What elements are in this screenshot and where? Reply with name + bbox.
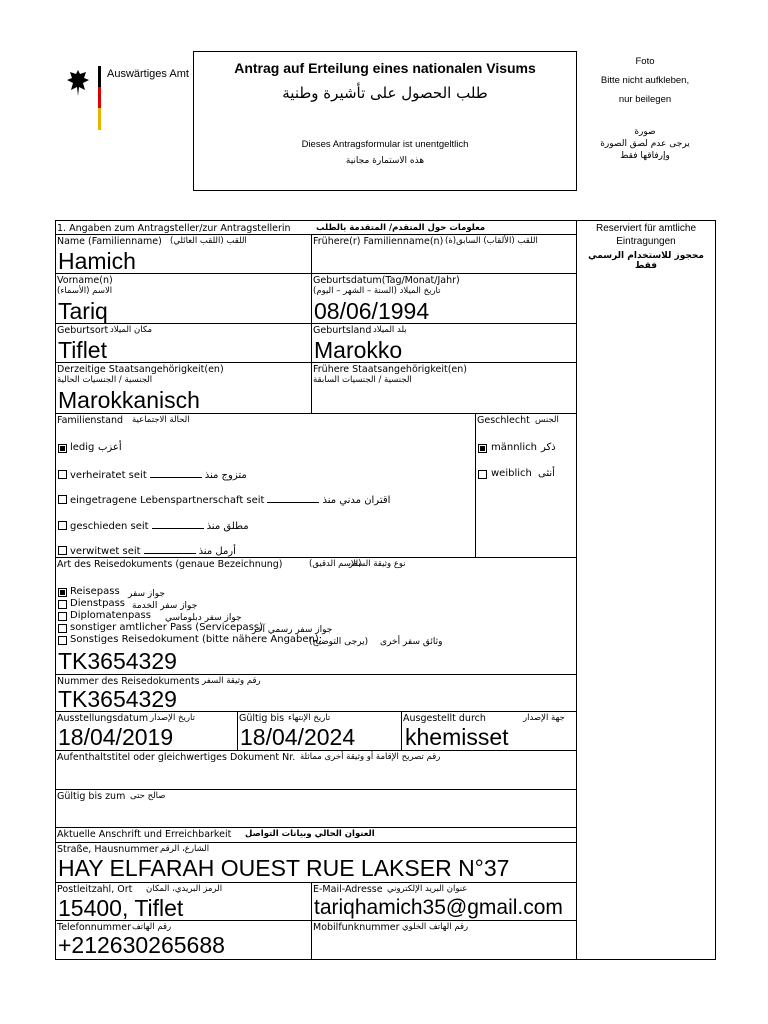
sonstiges-label-arabic-2: وثائق سفر أخرى xyxy=(380,637,443,647)
former-surname-label: Frühere(r) Familienname(n) xyxy=(313,236,444,247)
residence-valid-label: Gültig bis zum xyxy=(57,791,126,802)
verheiratet-checkbox[interactable] xyxy=(58,470,67,479)
postal-value[interactable]: 15400, Tiflet xyxy=(58,895,184,921)
partnerschaft-text-arabic: اقتران مدني منذ xyxy=(322,495,391,506)
logo-color-bar xyxy=(98,66,101,130)
verwitwet-date-field[interactable] xyxy=(144,544,196,554)
birthcountry-label-arabic: بلد الميلاد xyxy=(373,325,407,335)
issued-by-label: Ausgestellt durch xyxy=(403,713,486,724)
residence-title-label-arabic: رقم تصريح الإقامة أو وثيقة أخرى مماثلة xyxy=(300,752,441,762)
birthdate-label: Geburtsdatum(Tag/Monat/Jahr) xyxy=(313,275,460,286)
street-value[interactable]: HAY ELFARAH OUEST RUE LAKSER N°37 xyxy=(58,855,510,881)
surname-value[interactable]: Hamich xyxy=(58,248,136,274)
birthplace-value[interactable]: Tiflet xyxy=(58,337,107,363)
phone-label-arabic: رقم الهاتف xyxy=(132,922,172,932)
former-nationality-label: Frühere Staatsangehörigkeit(en) xyxy=(313,364,467,375)
photo-ar-1: صورة xyxy=(634,127,656,137)
geschieden-checkbox[interactable] xyxy=(58,521,67,530)
civil-status-label-arabic: الحالة الاجتماعية xyxy=(132,415,190,425)
postal-label-arabic: الرمز البريدي، المكان xyxy=(146,884,223,894)
address-section-title: Aktuelle Anschrift und Erreichbarkeit xyxy=(57,829,232,840)
form-title: Antrag auf Erteilung eines nationalen Visums xyxy=(234,60,536,76)
email-label: E-Mail-Adresse xyxy=(313,884,383,895)
doc-type-value[interactable]: TK3654329 xyxy=(58,648,177,674)
gender-label: Geschlecht xyxy=(477,415,530,426)
doc-number-label: Nummer des Reisedokuments xyxy=(57,676,200,687)
weiblich-checkbox[interactable] xyxy=(478,470,487,479)
email-value[interactable]: tariqhamich35@gmail.com xyxy=(314,896,563,919)
sonstiges-label: Sonstiges Reisedokument (bitte nähere Angaben): xyxy=(70,634,323,645)
partnerschaft-text: eingetragene Lebenspartnerschaft seit xyxy=(70,495,265,506)
reisepass-label-arabic: جواز سفر xyxy=(128,589,165,599)
photo-label: Foto xyxy=(635,56,655,67)
partnerschaft-label xyxy=(70,493,390,507)
photo-note-2: nur beilegen xyxy=(618,94,672,105)
doc-number-value[interactable]: TK3654329 xyxy=(58,686,177,712)
section-1-title-arabic: معلومات حول المتقدم/ المتقدمة بالطلب xyxy=(316,223,486,233)
ledig-label-arabic: أعزب xyxy=(98,442,122,453)
reisepass-checkbox[interactable] xyxy=(58,588,67,597)
mobile-label: Mobilfunknummer xyxy=(313,922,400,933)
firstname-label: Vorname(n) xyxy=(57,275,113,286)
doc-type-label: Art des Reisedokuments (genaue Bezeichnung) xyxy=(57,559,283,570)
partnerschaft-checkbox[interactable] xyxy=(58,495,67,504)
verwitwet-label xyxy=(70,544,236,558)
street-label: Straße, Hausnummer xyxy=(57,844,159,855)
postal-label: Postleitzahl, Ort xyxy=(57,884,133,895)
free-notice-arabic: هذه الاستمارة مجانية xyxy=(345,156,425,166)
doc-type-label-arabic-1: (الاسم الدقيق) xyxy=(309,559,362,569)
residence-valid-label-arabic: صالح حتى xyxy=(130,791,166,801)
phone-label: Telefonnummer xyxy=(57,922,131,933)
weiblich-label-arabic: أنثى xyxy=(538,468,555,479)
reserved-label-arabic: محجوز للاستخدام الرسمي فقط xyxy=(588,251,704,271)
ministry-name: Auswärtiges Amt xyxy=(107,68,189,80)
valid-until-label: Gültig bis xyxy=(239,713,285,724)
nationality-label: Derzeitige Staatsangehörigkeit(en) xyxy=(57,364,224,375)
sonstiges-label-arabic: (يرجى التوضيح) xyxy=(309,637,369,647)
federal-eagle-logo xyxy=(66,68,90,98)
gender-label-arabic: الجنس xyxy=(535,415,559,425)
firstname-label-arabic: الاسم (الأسماء) xyxy=(57,286,113,296)
photo-ar-3: وإرفاقها فقط xyxy=(620,151,670,161)
maennlich-label-arabic: ذكر xyxy=(541,442,556,453)
birthdate-label-arabic: تاريخ الميلاد (السنة – الشهر – اليوم) xyxy=(313,286,441,296)
street-label-arabic: الشارع، الرقم xyxy=(160,844,210,854)
birthcountry-label: Geburtsland xyxy=(313,325,372,336)
geschieden-text: geschieden seit xyxy=(70,521,149,532)
birthplace-label: Geburtsort xyxy=(57,325,109,336)
doc-type-label-arabic-2: نوع وثيقة السفر xyxy=(349,559,406,569)
nationality-value[interactable]: Marokkanisch xyxy=(58,387,200,413)
dienstpass-label: Dienstpass xyxy=(70,598,125,609)
photo-note-1: Bitte nicht aufkleben, xyxy=(600,75,690,86)
issue-date-value[interactable]: 18/04/2019 xyxy=(58,724,174,750)
ledig-label: ledig xyxy=(70,442,95,453)
ledig-checkbox[interactable] xyxy=(58,444,67,453)
maennlich-checkbox[interactable] xyxy=(478,444,487,453)
reisepass-label: Reisepass xyxy=(70,586,120,597)
reserved-label: Reserviert für amtliche Eintragungen xyxy=(595,223,697,247)
servicepass-label-arabic: جواز سفر رسمي آخر xyxy=(252,625,333,635)
address-section-title-arabic: العنوان الحالي وبيانات التواصل xyxy=(245,829,375,839)
valid-until-label-arabic: تاريخ الإنتهاء xyxy=(288,713,331,723)
former-nationality-label-arabic: الجنسية / الجنسيات السابقة xyxy=(313,375,412,385)
nationality-label-arabic: الجنسية / الجنسيات الحالية xyxy=(57,375,153,385)
free-notice: Dieses Antragsformular ist unentgeltlich xyxy=(301,139,469,150)
former-surname-label-arabic: اللقب (الألقاب) السابق(ة) xyxy=(445,236,538,246)
partnerschaft-date-field[interactable] xyxy=(267,493,319,503)
dienstpass-checkbox[interactable] xyxy=(58,600,67,609)
servicepass-checkbox[interactable] xyxy=(58,624,67,633)
section-1-title: 1. Angaben zum Antragsteller/zur Antragstellerin xyxy=(57,223,291,234)
birthdate-value[interactable]: 08/06/1994 xyxy=(314,298,430,324)
verheiratet-text-arabic: متزوج منذ xyxy=(204,470,247,481)
issue-date-label: Ausstellungsdatum xyxy=(57,713,149,724)
birthplace-label-arabic: مكان الميلاد xyxy=(110,325,153,335)
verheiratet-date-field[interactable] xyxy=(150,468,202,478)
verwitwet-text: verwitwet seit xyxy=(70,546,141,557)
issued-by-value[interactable]: khemisset xyxy=(405,724,509,750)
email-label-arabic: عنوان البريد الإلكتروني xyxy=(387,884,468,894)
weiblich-label: weiblich xyxy=(491,468,532,479)
maennlich-label: männlich xyxy=(491,442,537,453)
geschieden-text-arabic: مطلق منذ xyxy=(206,521,249,532)
sonstiges-checkbox[interactable] xyxy=(58,636,67,645)
diplomatenpass-label-arabic: جواز سفر دبلوماسي xyxy=(165,613,242,623)
diplomatenpass-checkbox[interactable] xyxy=(58,612,67,621)
birthcountry-value[interactable]: Marokko xyxy=(314,337,403,363)
surname-label-arabic: اللقب (اللقب العائلي) xyxy=(170,236,247,246)
phone-value[interactable]: +212630265688 xyxy=(58,932,225,958)
issued-by-label-arabic: جهة الإصدار xyxy=(523,713,565,723)
servicepass-label: sonstiger amtlicher Pass (Servicepass) xyxy=(70,622,263,633)
verheiratet-label xyxy=(70,468,247,482)
form-title-arabic: طلب الحصول على تأشيرة وطنية xyxy=(282,84,488,102)
verwitwet-checkbox[interactable] xyxy=(58,546,67,555)
issue-date-label-arabic: تاريخ الإصدار xyxy=(150,713,195,723)
valid-until-value[interactable]: 18/04/2024 xyxy=(240,724,356,750)
geschieden-label xyxy=(70,519,249,533)
photo-instructions xyxy=(585,52,705,109)
geschieden-date-field[interactable] xyxy=(152,519,204,529)
verheiratet-text: verheiratet seit xyxy=(70,470,147,481)
firstname-value[interactable]: Tariq xyxy=(58,298,108,324)
verwitwet-text-arabic: أرمل منذ xyxy=(198,546,236,557)
doc-number-label-arabic: رقم وثيقة السفر xyxy=(202,676,261,686)
mobile-label-arabic: رقم الهاتف الخلوي xyxy=(402,922,469,932)
civil-status-label: Familienstand xyxy=(57,415,123,426)
diplomatenpass-label: Diplomatenpass xyxy=(70,610,151,621)
residence-title-label: Aufenthaltstitel oder gleichwertiges Dokument Nr. xyxy=(57,752,296,763)
dienstpass-label-arabic: جواز سفر الخدمة xyxy=(132,601,198,611)
surname-label: Name (Familienname) xyxy=(57,236,162,247)
photo-instructions-arabic xyxy=(585,126,705,162)
photo-ar-2: يرجى عدم لصق الصورة xyxy=(600,139,690,149)
